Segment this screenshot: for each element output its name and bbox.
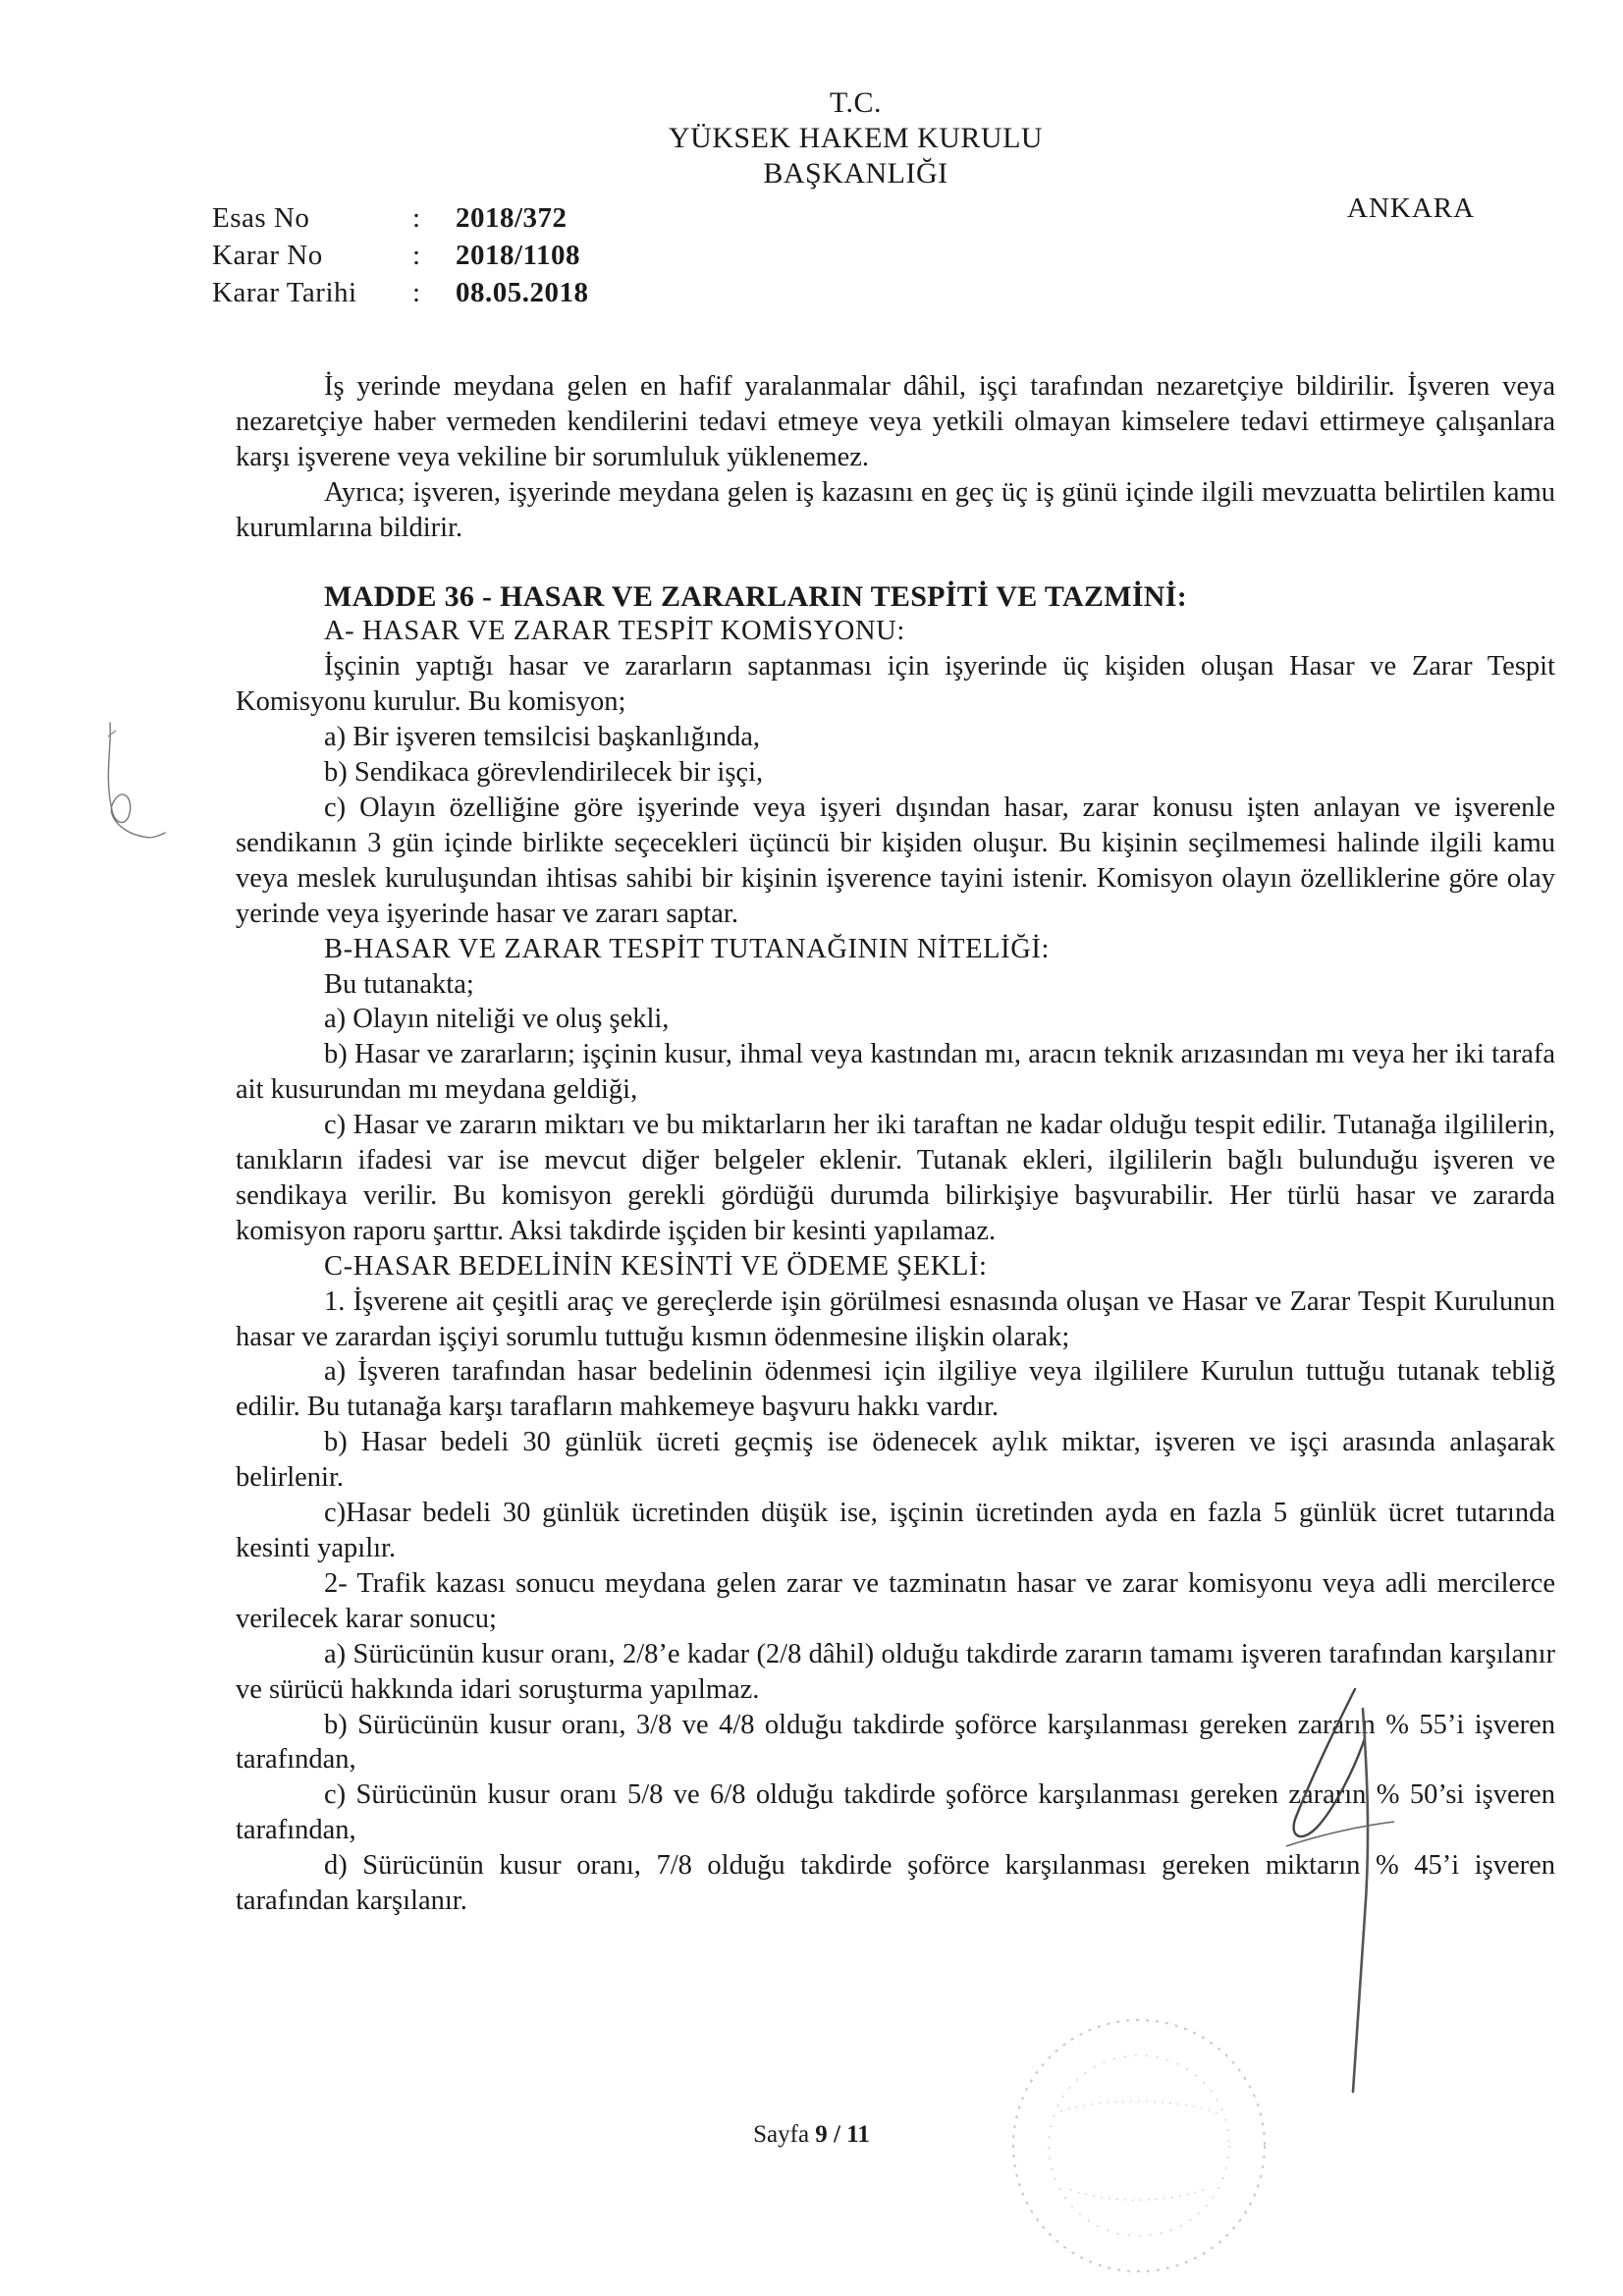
- page-number-prefix: Sayfa: [753, 2121, 810, 2148]
- section-a-heading: A- HASAR VE ZARAR TESPİT KOMİSYONU:: [324, 616, 905, 647]
- spacer: [236, 546, 1555, 579]
- meta-value: 2018/1108: [456, 240, 580, 271]
- section-b-item-b: b) Hasar ve zararların; işçinin kusur, ihmal veya kastından mı, aracın teknik arızasından mı veya her iki tarafa ait kusurundan mı meydana geldiği,: [236, 1039, 1555, 1106]
- header-city: ANKARA: [1347, 192, 1476, 224]
- section-c-item-2c: c) Sürücünün kusur oranı 5/8 ve 6/8 olduğu takdirde şoförce karşılanması gereken zararın % 50’si işveren tarafından,: [236, 1779, 1555, 1846]
- document-body: [236, 369, 1555, 1919]
- section-c-item-1b: b) Hasar bedeli 30 günlük ücreti geçmiş ise ödenecek aylık miktar, işveren ve işçi arasında anlaşarak belirlenir.: [236, 1427, 1555, 1494]
- meta-value: 08.05.2018: [456, 277, 589, 308]
- header-institution: YÜKSEK HAKEM KURULU: [668, 122, 1044, 154]
- meta-label: Esas No: [212, 202, 310, 234]
- header-department: BAŞKANLIĞI: [763, 157, 948, 190]
- section-c-heading: C-HASAR BEDELİNİN KESİNTİ VE ÖDEME ŞEKLİ:: [324, 1250, 988, 1282]
- meta-separator: :: [412, 240, 421, 271]
- section-c-item-2a: a) Sürücünün kusur oranı, 2/8’e kadar (2/8 dâhil) olduğu takdirde zararın tamamı işveren tarafından karşılanır ve sürücü hakkında idari soruşturma yapılmaz.: [236, 1638, 1555, 1705]
- meta-value: 2018/372: [456, 202, 568, 234]
- section-a-item-c: c) Olayın özelliğine göre işyerinde veya işyeri dışından hasar, zarar konusu işten anlayan ve işverenle sendikanın 3 gün içinde birlikte seçecekleri üçüncü bir kişiden oluşur. Bu kişinin seçilmemesi halinde ilgili kamu veya meslek kuruluşundan ihtisas sahibi bir kişinin işverence tayini istenir. Komisyon olayın özelliklerine göre olay yerinde veya işyerinde hasar ve zararı saptar.: [236, 792, 1555, 929]
- section-a-item-b: b) Sendikaca görevlendirilecek bir işçi,: [324, 757, 764, 789]
- handwritten-initial-mark: [82, 717, 171, 864]
- section-b-intro: Bu tutanakta;: [324, 968, 474, 1000]
- section-c-item-1: 1. İşverene ait çeşitli araç ve gereçlerde işin görülmesi esnasında oluşan ve Hasar ve Zarar Tespit Kurulunun hasar ve zarardan işçiyi sorumlu tuttuğu kısmın ödenmesine ilişkin olarak;: [236, 1285, 1555, 1352]
- article-title: HASAR VE ZARARLARIN TESPİTİ VE TAZMİNİ:: [500, 579, 1188, 613]
- paragraph-injury-report: İş yerinde meydana gelen en hafif yaralanmalar dâhil, işçi tarafından nezaretçiye bildirilir. İşveren veya nezaretçiye haber vermeden kendilerini tedavi etmeye veya yetkili olmayan kimselere tedavi ettirmeye çalışanlara karşı işverene veya vekiline bir sorumluluk yüklenemez.: [236, 371, 1555, 472]
- paragraph-accident-notice: Ayrıca; işveren, işyerinde meydana gelen iş kazasını en geç üç iş günü içinde ilgili mevzuatta belirtilen kamu kurumlarına bildirir.: [236, 476, 1555, 543]
- section-b-item-a: a) Olayın niteliği ve oluş şekli,: [324, 1004, 670, 1035]
- section-b-heading: B-HASAR VE ZARAR TESPİT TUTANAĞININ NİTELİĞİ:: [324, 933, 1051, 964]
- section-c-item-2b: b) Sürücünün kusur oranı, 3/8 ve 4/8 olduğu takdirde şoförce karşılanması gereken zararın % 55’i işveren tarafından,: [236, 1709, 1555, 1776]
- page-footer: [0, 2121, 1623, 2149]
- meta-row-karar: [212, 237, 589, 274]
- section-c-item-2d: d) Sürücünün kusur oranı, 7/8 olduğu takdirde şoförce karşılanması gereken miktarın % 45’i işveren tarafından karşılanır.: [236, 1850, 1555, 1917]
- section-a-item-a: a) Bir işveren temsilcisi başkanlığında,: [324, 722, 761, 753]
- section-c-item-1c: c)Hasar bedeli 30 günlük ücretinden düşük ise, işçinin ücretinden ayda en fazla 5 günlük ücret tutarında kesinti yapılır.: [236, 1498, 1555, 1563]
- header-tc: T.C.: [829, 86, 883, 119]
- article-number: MADDE 36 -: [324, 579, 493, 613]
- meta-row-esas: [212, 199, 589, 237]
- article-heading: [236, 579, 1555, 615]
- section-b-item-c: c) Hasar ve zararın miktarı ve bu miktarların her iki taraftan ne kadar olduğu tespit edilir. Tutanağa ilgililerin, tanıkların ifadesi var ise mevcut diğer belgeler eklenir. Tutanak ekleri, ilgililerin bağlı bulunduğu işveren ve sendikaya verilir. Bu komisyon gerekli gördüğü durumda bilirkişiye başvurabilir. Her türlü hasar ve zararda komisyon raporu şarttır. Aksi takdirde işçiden bir kesinti yapılamaz.: [236, 1110, 1555, 1246]
- section-c-item-1a: a) İşveren tarafından hasar bedelinin ödenmesi için ilgiliye veya ilgililere Kurulun tuttuğu tutanak tebliğ edilir. Bu tutanağa karşı tarafların mahkemeye başvuru hakkı vardır.: [236, 1356, 1555, 1423]
- page-number: 9 / 11: [815, 2121, 870, 2148]
- section-c-item-2: 2- Trafik kazası sonucu meydana gelen zarar ve tazminatın hasar ve zarar komisyonu veya adli mercilerce verilecek karar sonucu;: [236, 1567, 1555, 1634]
- case-meta: [212, 199, 589, 311]
- section-a-intro: İşçinin yaptığı hasar ve zararların saptanması için işyerinde üç kişiden oluşan Hasar ve Zarar Tespit Komisyonu kurulur. Bu komisyon;: [236, 651, 1555, 718]
- meta-separator: :: [412, 202, 421, 234]
- meta-row-tarih: [212, 274, 589, 311]
- meta-label: Karar Tarihi: [212, 277, 357, 308]
- meta-separator: :: [412, 277, 421, 308]
- meta-label: Karar No: [212, 240, 323, 271]
